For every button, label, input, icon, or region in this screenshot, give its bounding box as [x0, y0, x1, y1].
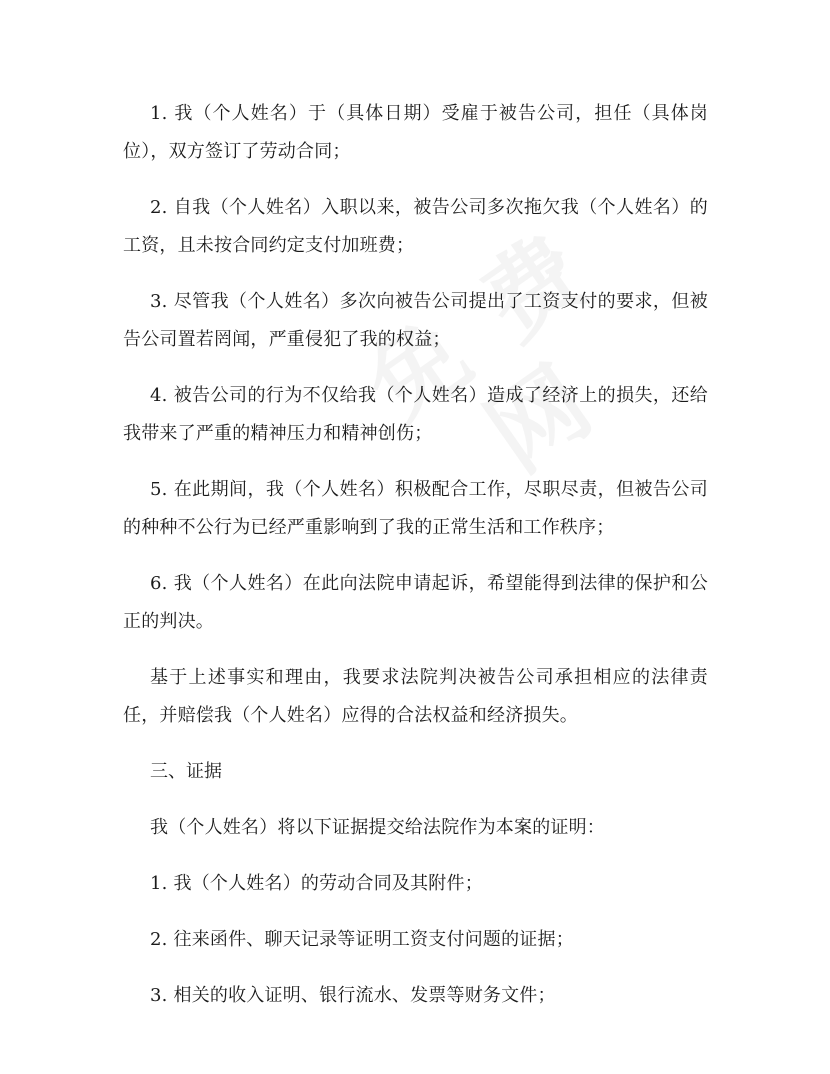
document-body [123, 95, 708, 1033]
fact-item-1: 1. 我（个人姓名）于（具体日期）受雇于被告公司，担任（具体岗位），双方签订了劳动合同； [123, 103, 708, 162]
fact-item-6: 6. 我（个人姓名）在此向法院申请起诉，希望能得到法律的保护和公正的判决。 [123, 573, 708, 632]
fact-item-4: 4. 被告公司的行为不仅给我（个人姓名）造成了经济上的损失，还给我带来了严重的精神压力和精神创伤； [123, 385, 708, 444]
evidence-item-1: 1. 我（个人姓名）的劳动合同及其附件； [150, 873, 483, 894]
evidence-item-3: 3. 相关的收入证明、银行流水、发票等财务文件； [150, 985, 556, 1006]
evidence-intro: 我（个人姓名）将以下证据提交给法院作为本案的证明： [150, 817, 605, 838]
fact-item-3: 3. 尽管我（个人姓名）多次向被告公司提出了工资支付的要求，但被告公司置若罔闻，严重侵犯了我的权益； [123, 291, 708, 350]
section-heading-evidence: 三、证据 [150, 761, 222, 782]
fact-item-5: 5. 在此期间，我（个人姓名）积极配合工作，尽职尽责，但被告公司的种种不公行为已经严重影响到了我的正常生活和工作秩序； [123, 479, 708, 538]
evidence-item-2: 2. 往来函件、聊天记录等证明工资支付问题的证据； [150, 929, 574, 950]
fact-item-2: 2. 自我（个人姓名）入职以来，被告公司多次拖欠我（个人姓名）的工资，且未按合同约定支付加班费； [123, 197, 708, 256]
claim-summary: 基于上述事实和理由，我要求法院判决被告公司承担相应的法律责任，并赔偿我（个人姓名）应得的合法权益和经济损失。 [123, 667, 708, 726]
